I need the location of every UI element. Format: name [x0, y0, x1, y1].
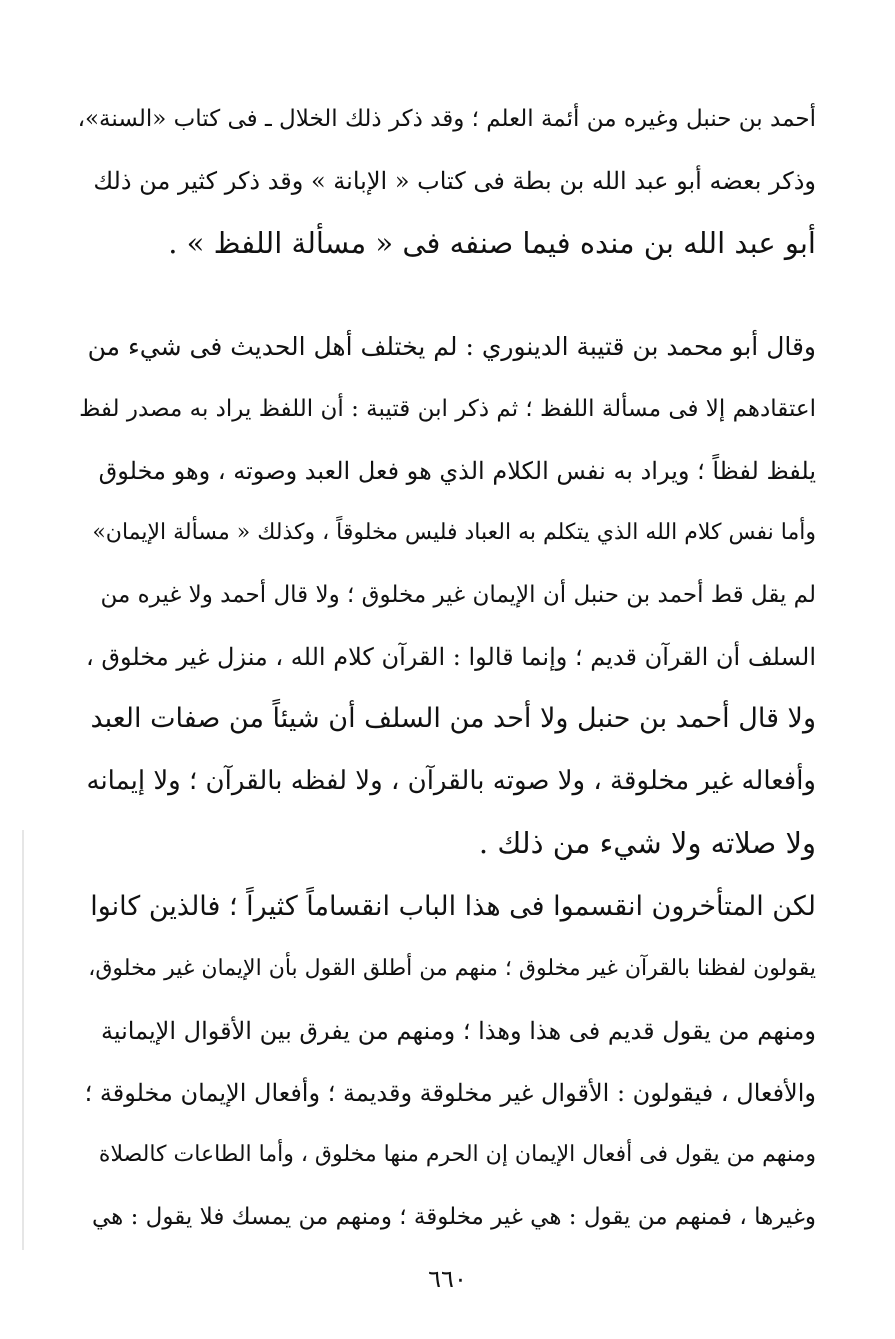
paragraph-2: [78, 316, 816, 874]
text-line: ومنهم من يقول قديم فى هذا وهذا ؛ ومنهم من يفرق بين الأقوال الإيمانية: [100, 1017, 816, 1045]
text-line: اعتقادهم إلا فى مسألة اللفظ ؛ ثم ذكر ابن قتيبة : أن اللفظ يراد به مصدر لفظ: [79, 396, 816, 422]
page-number: ٦٦٠: [428, 1265, 467, 1293]
text-line: والأفعال ، فيقولون : الأقوال غير مخلوقة وقديمة ؛ وأفعال الإيمان مخلوقة ؛: [84, 1079, 816, 1107]
page-edge-shadow: [22, 830, 24, 1250]
paragraph-1: [78, 88, 816, 274]
text-line: ومنهم من يقول فى أفعال الإيمان إن الحرم منها مخلوق ، وأما الطاعات كالصلاة: [98, 1142, 816, 1167]
text-line: يلفظ لفظاً ؛ ويراد به نفس الكلام الذي هو فعل العبد وصوته ، وهو مخلوق: [98, 457, 816, 485]
text-line: وذكر بعضه أبو عبد الله بن بطة فى كتاب « الإبانة » وقد ذكر كثير من ذلك: [93, 167, 816, 195]
text-line: يقولون لفظنا بالقرآن غير مخلوق ؛ منهم من أطلق القول بأن الإيمان غير مخلوق،: [88, 956, 816, 981]
text-line: أبو عبد الله بن منده فيما صنفه فى « مسألة اللفظ » .: [168, 226, 816, 260]
text-line: السلف أن القرآن قديم ؛ وإنما قالوا : القرآن كلام الله ، منزل غير مخلوق ،: [86, 643, 816, 671]
text-line: وأفعاله غير مخلوقة ، ولا صوته بالقرآن ، ولا لفظه بالقرآن ؛ ولا إيمانه: [86, 766, 816, 796]
text-line: لكن المتأخرون انقسموا فى هذا الباب انقساماً كثيراً ؛ فالذين كانوا: [90, 891, 816, 922]
text-line: وقال أبو محمد بن قتيبة الدينوري : لم يختلف أهل الحديث فى شيء من: [87, 332, 816, 361]
text-line: أحمد بن حنبل وغيره من أئمة العلم ؛ وقد ذكر ذلك الخلال ـ فى كتاب «السنة»،: [78, 106, 816, 132]
text-line: ولا قال أحمد بن حنبل ولا أحد من السلف أن شيئاً من صفات العبد: [90, 703, 816, 734]
text-line: وأما نفس كلام الله الذي يتكلم به العباد فليس مخلوقاً ، وكذلك « مسألة الإيمان»: [92, 520, 816, 545]
text-line: لم يقل قط أحمد بن حنبل أن الإيمان غير مخلوق ؛ ولا قال أحمد ولا غيره من: [100, 582, 816, 608]
text-line: ولا صلاته ولا شيء من ذلك .: [478, 826, 816, 860]
paragraph-3: [78, 876, 816, 1248]
text-line: وغيرها ، فمنهم من يقول : هي غير مخلوقة ؛ ومنهم من يمسك فلا يقول : هي: [91, 1204, 816, 1230]
